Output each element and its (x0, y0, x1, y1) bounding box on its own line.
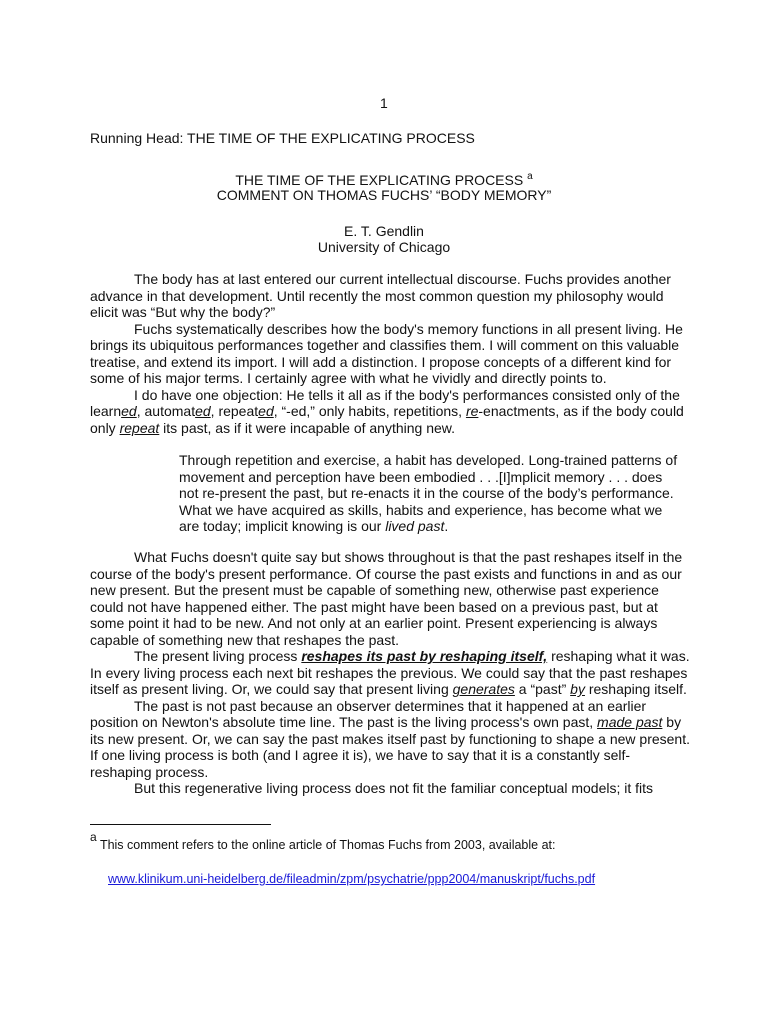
block-quote: Through repetition and exercise, a habit has developed. Long-trained patterns of movement and perception have been embodied . . .[I]mplicit memory . . . does not re-present the past, but re-enacts it in the course of the body’s performance. What we have acquired as skills, habits and experience, has become what we are today; implicit knowing is our lived past. (179, 452, 678, 534)
emphasis-reshapes: reshapes its past by reshaping itself, (301, 648, 548, 664)
footnote-link[interactable] (108, 871, 595, 888)
footnote-text: This comment refers to the online article of Thomas Fuchs from 2003, available at: (99, 838, 556, 852)
footnote-mark: a (90, 830, 97, 844)
page-number: 1 (380, 95, 388, 111)
fuchs-article-link[interactable]: www.klinikum.uni-heidelberg.de/fileadmin/zpm/psychatrie/ppp2004/manuskript/fuchs.pdf (108, 872, 596, 886)
paragraph-4: What Fuchs doesn't quite say but shows throughout is that the past reshapes itself in the course of the body's present performance. Of course the past exists and functions in and as our new present. But the present must be capable of something new, otherwise past experience could not have happened either. The past might have been based on a previous past, but at some point it had to be new. And not only at an earlier point. Present experiencing is always capable of something new that reshapes the past. (90, 549, 683, 648)
title-text: THE TIME OF THE EXPLICATING PROCESS (235, 172, 524, 188)
paragraph-7: But this regenerative living process does not fit the familiar conceptual models; it fits (134, 780, 654, 796)
footnote-divider (90, 824, 271, 825)
title-footnote-mark: a (527, 171, 533, 182)
paragraph-6: The past is not past because an observer determines that it happened at an earlier position on Newton's absolute time line. The past is the living process's own past, made past by its new present. Or, we can say the past makes itself past by functioning to shape a new present. If one living process is both (and I agree it is), we have to say that it is a constantly self-reshaping process. (90, 697, 690, 780)
body-paragraphs-1 (90, 271, 690, 436)
quote-emphasis: lived past (385, 518, 445, 534)
paragraph-3: I do have one objection: He tells it all as if the body's performances consisted only of the learned, automated, repeated, “-ed,” only habits, repetitions, re-enactments, as if the body could only repeat its past, as if it were incapable of anything new. (90, 386, 684, 436)
paragraph-1: The body has at last entered our current intellectual discourse. Fuchs provides another advance in that development. Until recently the most common question my philosophy would elicit was “But why the body?” (90, 271, 671, 320)
author-name: E. T. Gendlin (344, 223, 424, 239)
title-line-1 (0, 169, 768, 189)
paragraph-2: Fuchs systematically describes how the body's memory functions in all present living. He brings its ubiquitous performances together and classifies them. I will comment on this valuable treatise, and extend its import. I will add a distinction. I propose concepts of a different kind for some of his major terms. I certainly agree with what he vividly and directly points to. (90, 320, 683, 386)
author-affiliation: University of Chicago (317, 239, 451, 255)
footnote (90, 829, 555, 850)
paragraph-5: The present living process reshapes its past by reshaping itself, reshaping what it was. In every living process each next bit reshapes the previous. We could say that the past reshapes itself as present living. Or, we could say that present living generates a “past” by reshaping itself. (90, 648, 690, 697)
running-head: Running Head: THE TIME OF THE EXPLICATING PROCESS (90, 130, 475, 146)
title-line-2: COMMENT ON THOMAS FUCHS’ “BODY MEMORY” (216, 187, 552, 203)
body-paragraphs-2 (90, 549, 690, 797)
